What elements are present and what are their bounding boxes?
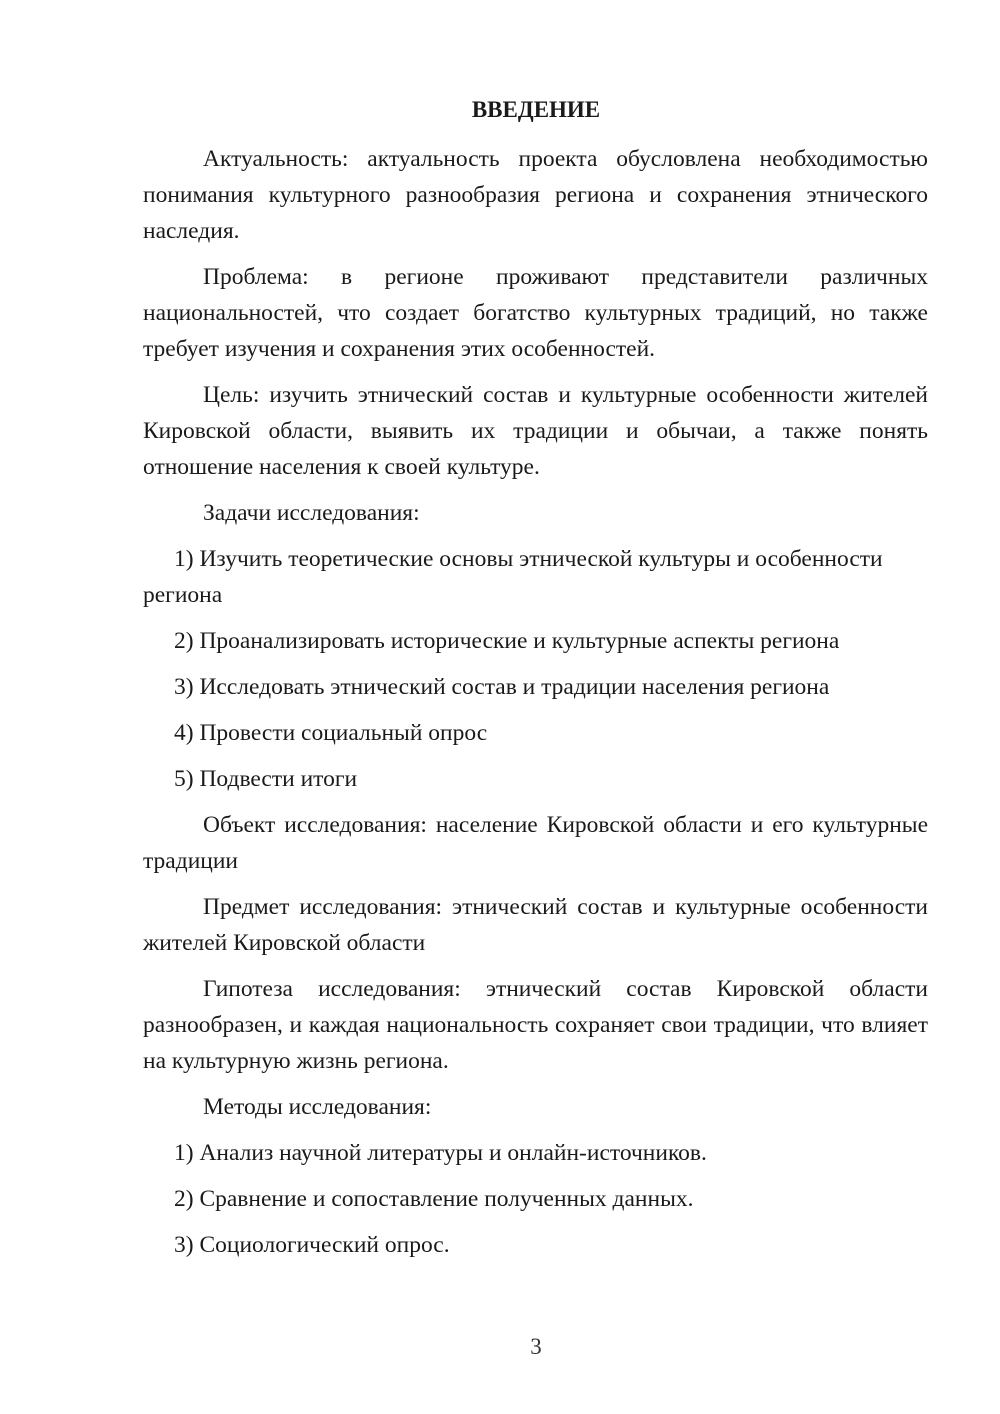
page-number: 3	[530, 1334, 542, 1359]
document-body	[143, 141, 928, 1273]
paragraph-hypothesis: Гипотеза исследования: этнический состав Кировской области разнообразен, и каждая национальность сохраняет свои традиции, что влияет на культурную жизнь региона.	[143, 976, 928, 1074]
paragraph-relevance: Актуальность: актуальность проекта обусловлена необходимостью понимания культурного разнообразия региона и сохранения этнического наследия.	[143, 146, 928, 244]
list-item-task-3: 3) Исследовать этнический состав и традиции населения региона	[174, 674, 830, 700]
list-item-task-1: 1) Изучить теоретические основы этнической культуры и особенности региона	[143, 546, 883, 608]
list-item-method-2: 2) Сравнение и сопоставление полученных данных.	[174, 1186, 694, 1212]
paragraph-subject: Предмет исследования: этнический состав и культурные особенности жителей Кировской области	[143, 894, 928, 956]
tasks-heading: Задачи исследования:	[203, 500, 420, 526]
paragraph-goal: Цель: изучить этнический состав и культурные особенности жителей Кировской области, выявить их традиции и обычаи, а также понять отношение населения к своей культуре.	[143, 382, 928, 480]
list-item-task-4: 4) Провести социальный опрос	[174, 720, 488, 746]
list-item-method-3: 3) Социологический опрос.	[174, 1232, 450, 1258]
list-item-task-2: 2) Проанализировать исторические и культурные аспекты региона	[174, 628, 840, 654]
paragraph-problem: Проблема: в регионе проживают представители различных национальностей, что создает богатство культурных традиций, но также требует изучения и сохранения этих особенностей.	[143, 264, 928, 362]
page-title: ВВЕДЕНИЕ	[471, 97, 601, 122]
list-item-task-5: 5) Подвести итоги	[174, 766, 358, 792]
paragraph-object: Объект исследования: население Кировской области и его культурные традиции	[143, 812, 928, 874]
list-item-method-1: 1) Анализ научной литературы и онлайн-источников.	[174, 1140, 707, 1166]
methods-heading: Методы исследования:	[203, 1094, 432, 1120]
